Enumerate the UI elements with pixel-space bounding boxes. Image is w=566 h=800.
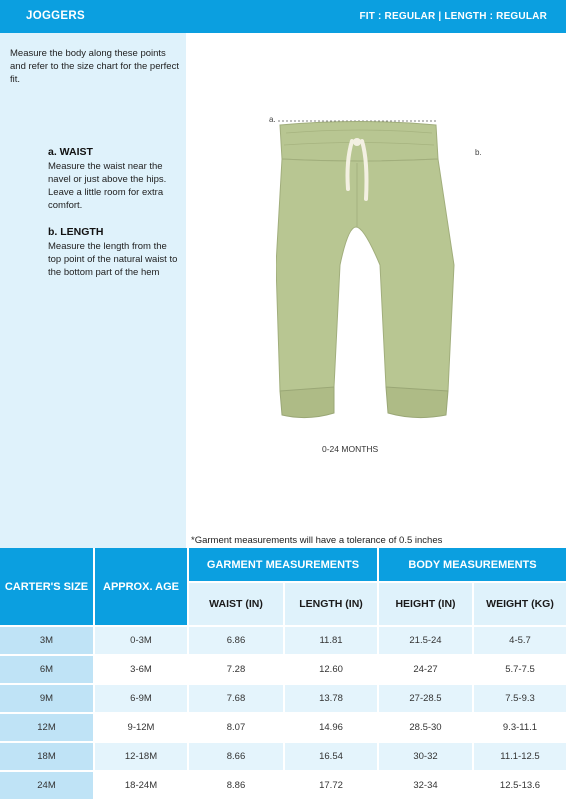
- cell-length: 11.81: [285, 627, 377, 654]
- cell-waist: 8.66: [189, 743, 283, 770]
- guide-point-heading: a. WAIST: [48, 146, 93, 158]
- cell-age: 18-24M: [95, 772, 187, 799]
- cell-size: 9M: [0, 685, 93, 712]
- cell-size: 3M: [0, 627, 93, 654]
- cell-weight: 4-5.7: [474, 627, 566, 654]
- cell-height: 21.5-24: [379, 627, 472, 654]
- size-chart-table: [0, 548, 566, 800]
- guide-point-text: Measure the length from the top point of the natural waist to the bottom part of the hem: [48, 241, 178, 278]
- cell-waist: 8.07: [189, 714, 283, 741]
- guide-point-heading: b. LENGTH: [48, 226, 104, 238]
- column-header-height: HEIGHT (IN): [379, 583, 472, 625]
- cell-age: 6-9M: [95, 685, 187, 712]
- cell-weight: 9.3-11.1: [474, 714, 566, 741]
- cell-length: 13.78: [285, 685, 377, 712]
- product-title: JOGGERS: [26, 10, 85, 22]
- column-header-waist: WAIST (IN): [189, 583, 283, 625]
- cell-waist: 8.86: [189, 772, 283, 799]
- age-range-caption: 0-24 MONTHS: [322, 444, 379, 454]
- length-marker-label: b.: [475, 148, 482, 157]
- cell-age: 0-3M: [95, 627, 187, 654]
- cell-height: 27-28.5: [379, 685, 472, 712]
- group-header-body: BODY MEASUREMENTS: [379, 548, 566, 581]
- column-header-length: LENGTH (IN): [285, 583, 377, 625]
- cell-size: 6M: [0, 656, 93, 683]
- cell-age: 3-6M: [95, 656, 187, 683]
- cell-weight: 7.5-9.3: [474, 685, 566, 712]
- tolerance-note: *Garment measurements will have a tolerance of 0.5 inches: [191, 535, 443, 546]
- guide-point-length: [48, 226, 182, 279]
- cell-age: 9-12M: [95, 714, 187, 741]
- guide-intro: Measure the body along these points and refer to the size chart for the perfect fit.: [10, 48, 179, 85]
- cell-length: 12.60: [285, 656, 377, 683]
- measurement-guide-panel: [0, 33, 186, 548]
- cell-waist: 6.86: [189, 627, 283, 654]
- cell-size: 24M: [0, 772, 93, 799]
- guide-point-text: Measure the waist near the navel or just above the hips. Leave a little room for extra comfort.: [48, 161, 167, 211]
- cell-size: 12M: [0, 714, 93, 741]
- cell-length: 16.54: [285, 743, 377, 770]
- cell-age: 12-18M: [95, 743, 187, 770]
- group-header-garment: GARMENT MEASUREMENTS: [189, 548, 377, 581]
- column-header-size: CARTER'S SIZE: [0, 548, 93, 625]
- cell-height: 24-27: [379, 656, 472, 683]
- cell-height: 32-34: [379, 772, 472, 799]
- cell-length: 14.96: [285, 714, 377, 741]
- cell-size: 18M: [0, 743, 93, 770]
- column-header-weight: WEIGHT (KG): [474, 583, 566, 625]
- cell-weight: 5.7-7.5: [474, 656, 566, 683]
- cell-waist: 7.28: [189, 656, 283, 683]
- guide-point-waist: [48, 146, 182, 212]
- header-bar: [0, 0, 566, 33]
- joggers-image: [276, 115, 456, 427]
- cell-weight: 12.5-13.6: [474, 772, 566, 799]
- cell-waist: 7.68: [189, 685, 283, 712]
- cell-length: 17.72: [285, 772, 377, 799]
- waist-marker-label: a.: [269, 115, 276, 124]
- cell-weight: 11.1-12.5: [474, 743, 566, 770]
- fit-info: FIT : REGULAR | LENGTH : REGULAR: [359, 11, 547, 22]
- cell-height: 30-32: [379, 743, 472, 770]
- cell-height: 28.5-30: [379, 714, 472, 741]
- column-header-age: APPROX. AGE: [95, 548, 187, 625]
